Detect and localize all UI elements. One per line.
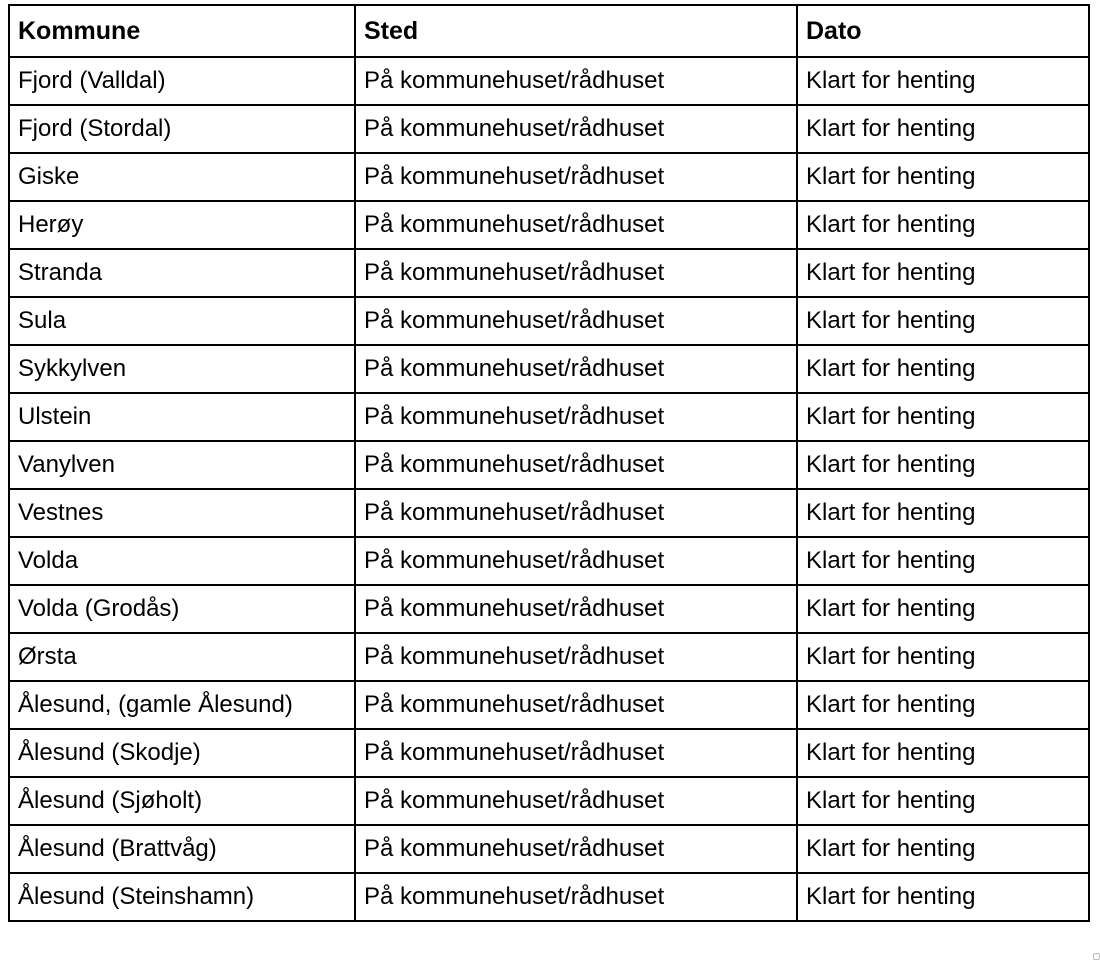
cell-dato: Klart for henting (797, 153, 1089, 201)
header-kommune: Kommune (9, 5, 355, 57)
cell-sted: På kommunehuset/rådhuset (355, 57, 797, 105)
cell-kommune: Ørsta (9, 633, 355, 681)
cell-dato: Klart for henting (797, 297, 1089, 345)
cell-kommune: Herøy (9, 201, 355, 249)
table-row (9, 297, 1089, 345)
cell-kommune: Vanylven (9, 441, 355, 489)
cell-kommune: Giske (9, 153, 355, 201)
cell-sted: På kommunehuset/rådhuset (355, 489, 797, 537)
cell-sted: På kommunehuset/rådhuset (355, 825, 797, 873)
cell-sted: På kommunehuset/rådhuset (355, 153, 797, 201)
table-row (9, 537, 1089, 585)
cell-kommune: Volda (Grodås) (9, 585, 355, 633)
table-row (9, 441, 1089, 489)
municipality-table-container (8, 4, 1088, 922)
table-row (9, 489, 1089, 537)
cell-kommune: Sykkylven (9, 345, 355, 393)
cell-sted: På kommunehuset/rådhuset (355, 681, 797, 729)
cell-kommune: Ålesund (Steinshamn) (9, 873, 355, 921)
table-row (9, 105, 1089, 153)
municipality-pickup-table (8, 4, 1090, 922)
cell-sted: På kommunehuset/rådhuset (355, 249, 797, 297)
table-body (9, 57, 1089, 921)
cell-sted: På kommunehuset/rådhuset (355, 873, 797, 921)
cell-kommune: Fjord (Stordal) (9, 105, 355, 153)
cell-kommune: Ålesund (Brattvåg) (9, 825, 355, 873)
table-row (9, 345, 1089, 393)
cell-dato: Klart for henting (797, 633, 1089, 681)
table-row (9, 873, 1089, 921)
cell-dato: Klart for henting (797, 585, 1089, 633)
table-row (9, 681, 1089, 729)
table-row (9, 777, 1089, 825)
cell-sted: På kommunehuset/rådhuset (355, 105, 797, 153)
header-sted: Sted (355, 5, 797, 57)
cell-sted: På kommunehuset/rådhuset (355, 633, 797, 681)
cell-sted: På kommunehuset/rådhuset (355, 297, 797, 345)
cell-kommune: Ålesund, (gamle Ålesund) (9, 681, 355, 729)
cell-sted: På kommunehuset/rådhuset (355, 729, 797, 777)
table-row (9, 729, 1089, 777)
cell-dato: Klart for henting (797, 249, 1089, 297)
cell-kommune: Volda (9, 537, 355, 585)
cell-dato: Klart for henting (797, 873, 1089, 921)
cell-sted: På kommunehuset/rådhuset (355, 345, 797, 393)
cell-sted: På kommunehuset/rådhuset (355, 201, 797, 249)
cell-dato: Klart for henting (797, 393, 1089, 441)
cell-kommune: Ulstein (9, 393, 355, 441)
cell-dato: Klart for henting (797, 201, 1089, 249)
table-header-row (9, 5, 1089, 57)
cell-sted: På kommunehuset/rådhuset (355, 393, 797, 441)
cell-kommune: Ålesund (Skodje) (9, 729, 355, 777)
table-row (9, 249, 1089, 297)
cell-dato: Klart for henting (797, 777, 1089, 825)
cell-sted: På kommunehuset/rådhuset (355, 585, 797, 633)
cell-sted: På kommunehuset/rådhuset (355, 441, 797, 489)
cell-kommune: Vestnes (9, 489, 355, 537)
cell-dato: Klart for henting (797, 825, 1089, 873)
table-row (9, 825, 1089, 873)
cell-dato: Klart for henting (797, 681, 1089, 729)
cell-kommune: Stranda (9, 249, 355, 297)
table-row (9, 585, 1089, 633)
table-row (9, 57, 1089, 105)
cell-kommune: Fjord (Valldal) (9, 57, 355, 105)
table-row (9, 153, 1089, 201)
header-dato: Dato (797, 5, 1089, 57)
cell-dato: Klart for henting (797, 57, 1089, 105)
cell-dato: Klart for henting (797, 489, 1089, 537)
cell-dato: Klart for henting (797, 441, 1089, 489)
cell-dato: Klart for henting (797, 537, 1089, 585)
table-row (9, 201, 1089, 249)
cell-dato: Klart for henting (797, 345, 1089, 393)
cell-sted: På kommunehuset/rådhuset (355, 537, 797, 585)
table-row (9, 633, 1089, 681)
cell-kommune: Ålesund (Sjøholt) (9, 777, 355, 825)
cell-dato: Klart for henting (797, 105, 1089, 153)
cell-dato: Klart for henting (797, 729, 1089, 777)
cell-kommune: Sula (9, 297, 355, 345)
table-row (9, 393, 1089, 441)
cell-sted: På kommunehuset/rådhuset (355, 777, 797, 825)
